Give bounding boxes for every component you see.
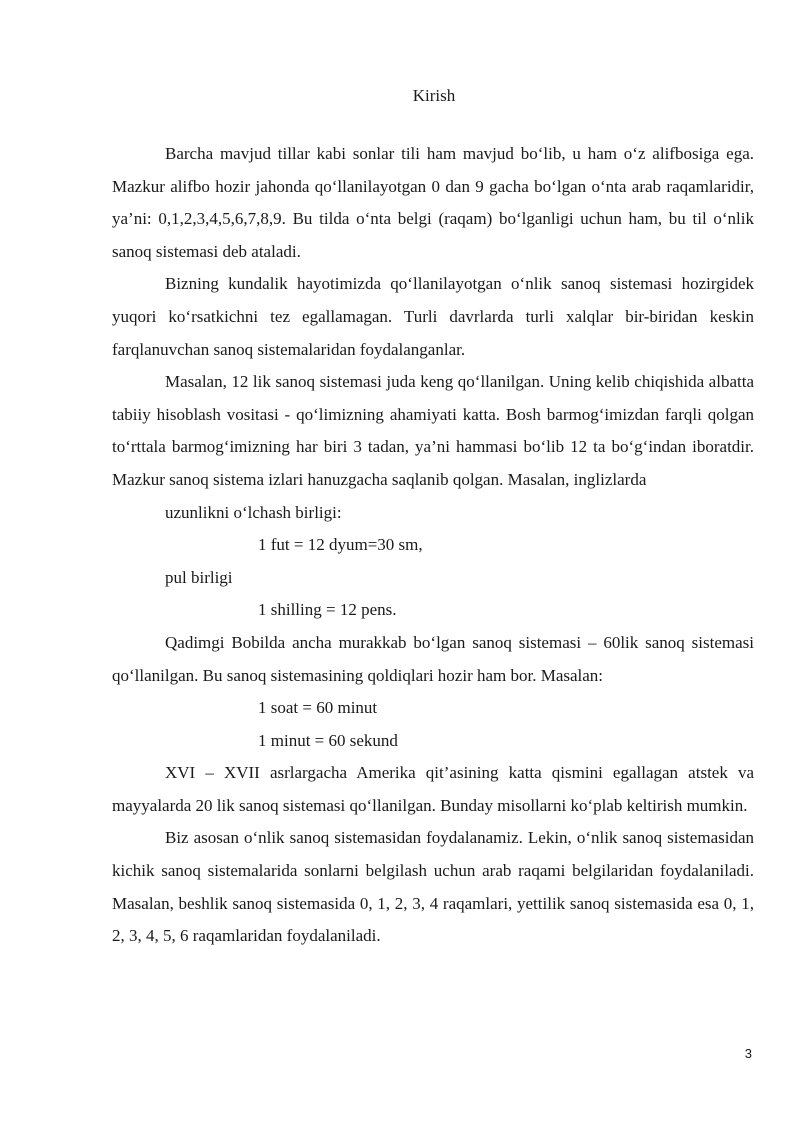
page-title: Kirish — [412, 86, 456, 105]
paragraph-babylon: Qadimgi Bobilda ancha murakkab bo‘lgan sanoq sistemasi – 60lik sanoq sistemasi qo‘llanilgan. Bu sanoq sistemasining qoldiqlari hozir ham bor. Masalan: — [112, 632, 754, 685]
paragraph-duodecimal: Masalan, 12 lik sanoq sistemasi juda keng qo‘llanilgan. Uning kelib chiqishida albatta tabiiy hisoblash vositasi - qo‘limizning ahamiyati katta. Bosh barmog‘imizdan farqli qolgan to‘rttala barmog‘imizning har biri 3 tadan, ya’ni hammasi bo‘lib 12 ta bo‘g‘indan iboratdir. Mazkur sanoq sistema izlari hanuzgacha saqlanib qolgan. Masalan, inglizlarda — [112, 372, 754, 489]
paragraph-small-bases: Biz asosan o‘nlik sanoq sistemasidan foydalanamiz. Lekin, o‘nlik sanoq sistemasidan kichik sanoq sistemalarida sonlarni belgilash uchun arab raqami belgilaridan foydalaniladi. Masalan, beshlik sanoq sistemasida 0, 1, 2, 3, 4 raqamlari, yettilik sanoq sistemasida esa 0, 1, 2, 3, 4, 5, 6 raqamlaridan foydalaniladi. — [112, 828, 754, 946]
line-money-unit: pul birligi — [165, 567, 233, 587]
page-number: 3 — [744, 1046, 752, 1061]
paragraph-intro: Barcha mavjud tillar kabi sonlar tili ham mavjud bo‘lib, u ham o‘z alifbosiga ega. Mazkur alifbo hozir jahonda qo‘llanilayotgan 0 dan 9 gacha bo‘lgan o‘nta arab raqamlaridir, ya’ni: 0,1,2,3,4,5,6,7,8,9. Bu tilda o‘nta belgi (raqam) bo‘lganligi uchun ham, bu til o‘nlik sanoq sistemasi deb ataladi. — [112, 144, 754, 261]
paragraph-aztec-maya: XVI – XVII asrlargacha Amerika qit’asining katta qismini egallagan atstek va mayyalarda 20 lik sanoq sistemasi qo‘llanilgan. Bunday misollarni ko‘plab keltirish mumkin. — [112, 763, 754, 815]
formula-foot: 1 fut = 12 dyum=30 sm, — [258, 535, 423, 555]
formula-hour: 1 soat = 60 minut — [258, 698, 378, 718]
document-body — [112, 138, 754, 953]
formula-minute: 1 minut = 60 sekund — [258, 730, 398, 750]
paragraph-decimal-history: Bizning kundalik hayotimizda qo‘llanilayotgan o‘nlik sanoq sistemasi hozirgidek yuqori ko‘rsatkichni tez egallamagan. Turli davrlarda turli xalqlar bir-biridan keskin farqlanuvchan sanoq sistemalaridan foydalanganlar. — [112, 274, 754, 359]
line-length-unit: uzunlikni o‘lchash birligi: — [165, 502, 342, 522]
formula-shilling: 1 shilling = 12 pens. — [258, 600, 397, 620]
